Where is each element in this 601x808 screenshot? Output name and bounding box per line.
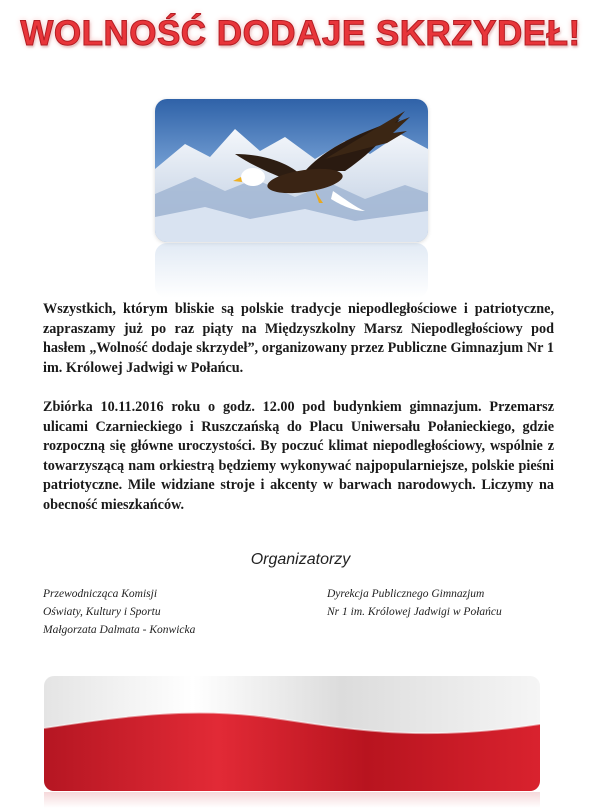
signature-left xyxy=(43,585,195,639)
polish-flag-image xyxy=(44,676,540,791)
signature-line: Oświaty, Kultury i Sportu xyxy=(43,606,161,618)
eagle-photo xyxy=(155,99,428,242)
signature-line: Małgorzata Dalmata - Konwicka xyxy=(43,624,196,636)
organizers-heading: Organizatorzy xyxy=(250,551,351,568)
signature-right xyxy=(327,585,502,621)
signature-line: Dyrekcja Publicznego Gimnazjum xyxy=(327,588,485,600)
signature-line: Nr 1 im. Królowej Jadwigi w Połańcu xyxy=(327,606,502,618)
flag-reflection xyxy=(44,792,540,808)
details-paragraph: Zbiórka 10.11.2016 roku o godz. 12.00 pod budynkiem gimnazjum. Przemarsz ulicami Czarnieckiego i Ruszczańską do Placu Uniwersału Połanieckiego, gdzie rozpoczną się główne uroczystości. By poczuć klimat niepodległościowy, wspólnie z towarzyszącą nam orkiestrą będziemy wykonywać najpopularniejsze, polskie pieśni patriotyczne. Mile widziane stroje i akcenty w barwach narodowych. Liczymy na obecność mieszkańców. xyxy=(43,399,554,513)
signature-line: Przewodnicząca Komisji xyxy=(43,588,158,600)
invitation-paragraph: Wszystkich, którym bliskie są polskie tradycje niepodległościowe i patriotyczne, zapraszamy już po raz piąty na Międzyszkolny Marsz Niepodległościowy pod hasłem „Wolność dodaje skrzydeł”, organizowany przez Publiczne Gimnazjum Nr 1 im. Królowej Jadwigi w Połańcu. xyxy=(43,301,554,376)
poster-title: WOLNOŚĆ DODAJE SKRZYDEŁ! xyxy=(20,14,581,53)
eagle-photo-reflection xyxy=(155,243,428,298)
